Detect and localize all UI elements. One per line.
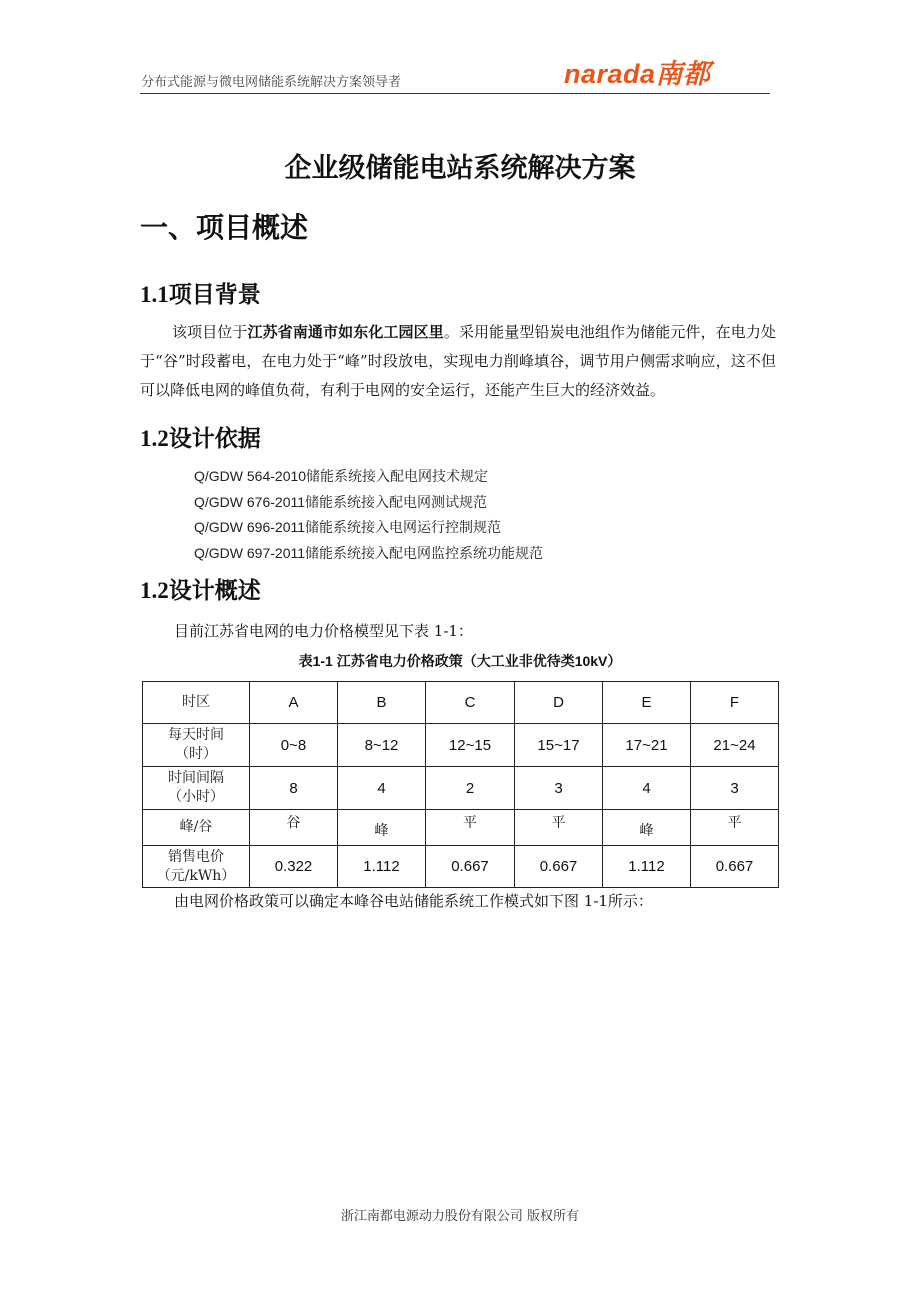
table-cell: 4 xyxy=(603,767,691,810)
heading-text: 设计概述 xyxy=(168,577,261,604)
header-rule xyxy=(140,93,770,94)
row-label-hours: 每天时间 （时） xyxy=(143,724,250,767)
table-cell: 12~15 xyxy=(426,724,515,767)
table-cell: 平 xyxy=(426,810,515,846)
table-cell: 2 xyxy=(426,767,515,810)
background-paragraph xyxy=(140,318,776,405)
reference-standard-2: Q/GDW 676-2011储能系统接入配电网测试规范 xyxy=(194,494,488,510)
row-label-peak-valley: 峰/谷 xyxy=(143,810,250,846)
table-cell: 17~21 xyxy=(603,724,691,767)
section-heading-overview: 一、项目概述 xyxy=(140,211,309,244)
heading-project-background xyxy=(140,276,261,309)
row-label-zone: 时区 xyxy=(143,682,250,724)
header-subtitle: 分布式能源与微电网储能系统解决方案领导者 xyxy=(141,75,402,90)
table-cell: 8 xyxy=(250,767,338,810)
heading-number: 1.1 xyxy=(140,282,169,307)
table-row-price xyxy=(143,846,779,888)
table-row-interval xyxy=(143,767,779,810)
table-cell: 平 xyxy=(691,810,779,846)
table-cell: 3 xyxy=(515,767,603,810)
heading-number: 1.2 xyxy=(140,578,169,603)
table-cell: E xyxy=(603,682,691,724)
table-cell: F xyxy=(691,682,779,724)
table-cell: C xyxy=(426,682,515,724)
para-rest: 。采用能量型铅炭电池组作为储能元件，在电力处于“谷”时段蓄电，在电力处于“峰”时段放电，实现电力削峰填谷，调节用户侧需求响应，这不但可以降低电网的峰值负荷，有利于电网的安全运行，还能产生巨大的经济效益。 xyxy=(140,323,776,399)
table-cell: 8~12 xyxy=(338,724,426,767)
table-cell: 平 xyxy=(515,810,603,846)
document-title: 企业级储能电站系统解决方案 xyxy=(284,153,636,184)
table-row-hours xyxy=(143,724,779,767)
row-label-price: 销售电价 （元/kWh） xyxy=(143,846,250,888)
table-cell: 21~24 xyxy=(691,724,779,767)
table-cell: D xyxy=(515,682,603,724)
reference-standard-3: Q/GDW 696-2011储能系统接入电网运行控制规范 xyxy=(194,519,502,535)
table-cell: A xyxy=(250,682,338,724)
table-row-peak-valley xyxy=(143,810,779,846)
project-location: 江苏省南通市如东化工园区里 xyxy=(247,323,444,341)
heading-text: 设计依据 xyxy=(168,425,261,452)
table-cell: 1.112 xyxy=(603,846,691,888)
table-cell: 峰 xyxy=(603,810,691,846)
table-cell: 1.112 xyxy=(338,846,426,888)
table-cell: 15~17 xyxy=(515,724,603,767)
reference-standard-1: Q/GDW 564-2010储能系统接入配电网技术规定 xyxy=(194,468,489,484)
reference-standard-4: Q/GDW 697-2011储能系统接入配电网监控系统功能规范 xyxy=(194,545,544,561)
table-intro-text: 目前江苏省电网的电力价格模型见下表 1-1： xyxy=(174,622,473,640)
table-caption: 表1-1 江苏省电力价格政策（大工业非优待类10kV） xyxy=(298,653,622,669)
footer-copyright: 浙江南都电源动力股份有限公司 版权所有 xyxy=(340,1209,580,1224)
table-cell: 0.667 xyxy=(515,846,603,888)
heading-number: 1.2 xyxy=(140,426,169,451)
table-row-zone xyxy=(143,682,779,724)
svg-text:narada南都: narada南都 xyxy=(564,59,711,89)
table-cell: 3 xyxy=(691,767,779,810)
electricity-price-table xyxy=(142,681,779,888)
para-prefix: 该项目位于 xyxy=(172,323,248,341)
heading-text: 项目背景 xyxy=(168,281,261,308)
narada-logo xyxy=(562,58,774,92)
heading-design-overview xyxy=(140,572,261,605)
table-cell: 0.667 xyxy=(691,846,779,888)
table-cell: 峰 xyxy=(338,810,426,846)
table-cell: B xyxy=(338,682,426,724)
table-cell: 0.322 xyxy=(250,846,338,888)
row-label-interval: 时间间隔 （小时） xyxy=(143,767,250,810)
table-cell: 0.667 xyxy=(426,846,515,888)
table-cell: 4 xyxy=(338,767,426,810)
table-cell: 谷 xyxy=(250,810,338,846)
table-outro-text: 由电网价格政策可以确定本峰谷电站储能系统工作模式如下图 1-1所示： xyxy=(174,892,653,910)
heading-design-basis xyxy=(140,420,261,453)
table-cell: 0~8 xyxy=(250,724,338,767)
